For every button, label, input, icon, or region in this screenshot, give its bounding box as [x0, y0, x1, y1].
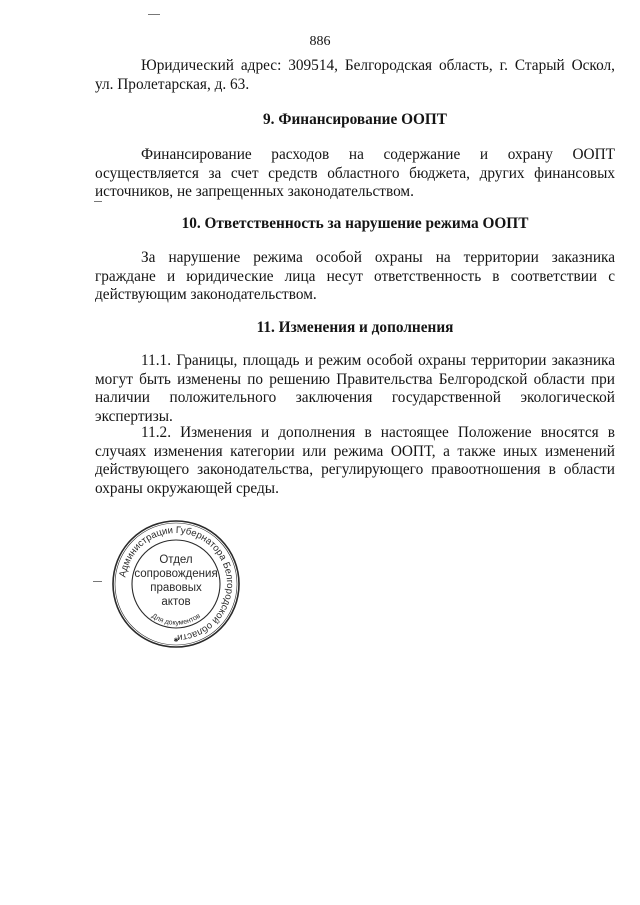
stamp-star-icon: ✱: [173, 638, 179, 644]
section-11-paragraph-2: 11.2. Изменения и дополнения в настоящее Положение вносятся в случаях изменения категории или режима ООПТ, а также иных изменений действующего законодательства, регулирующего правоотношения в области охраны окружающей среды.: [95, 424, 615, 497]
stamp-line-3: правовых: [150, 582, 202, 594]
stamp-ring-text: Администрации Губернатора Белгородской области: [117, 524, 236, 644]
scan-artifact: [148, 14, 160, 15]
page-number: 886: [309, 34, 331, 49]
stamp-line-1: Отдел: [159, 554, 193, 566]
section-11-paragraph-1: 11.1. Границы, площадь и режим особой охраны территории заказника могут быть изменены по решению Правительства Белгородской области при наличии положительного заключения государственной экологической экспертизы.: [95, 352, 615, 425]
section-11-heading: 11. Изменения и дополнения: [256, 319, 454, 336]
legal-address: Юридический адрес: 309514, Белгородская область, г. Старый Оскол, ул. Пролетарская, д. 63.: [95, 57, 615, 93]
scan-artifact: [94, 201, 102, 202]
scan-artifact: [93, 581, 102, 582]
section-9-paragraph: Финансирование расходов на содержание и охрану ООПТ осуществляется за счет средств областного бюджета, других финансовых источников, не запрещенных законодательством.: [95, 146, 615, 200]
section-10-heading: 10. Ответственность за нарушение режима ООПТ: [181, 215, 529, 232]
official-stamp: [110, 518, 242, 650]
section-9-heading: 9. Финансирование ООПТ: [263, 111, 447, 128]
section-10-paragraph: За нарушение режима особой охраны на территории заказника граждане и юридические лица несут ответственность в соответствии с действующим законодательством.: [95, 249, 615, 303]
stamp-line-2: сопровождения: [134, 568, 218, 580]
stamp-line-4: актов: [161, 596, 191, 608]
stamp-seal-icon: [110, 518, 242, 650]
stamp-bottom-text: Для документов: [150, 612, 202, 627]
